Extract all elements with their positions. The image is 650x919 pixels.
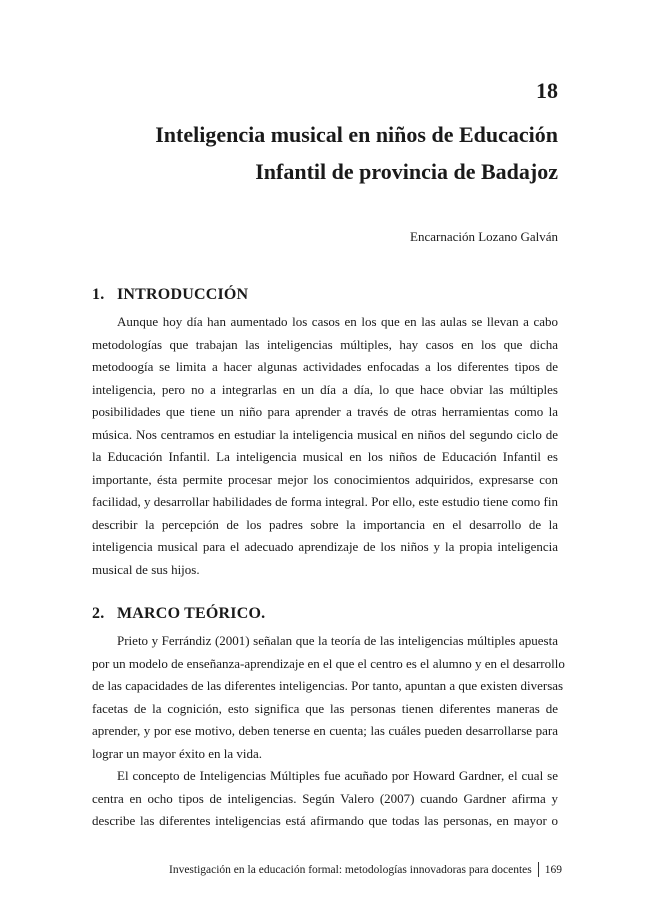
paragraph-line: describe las diferentes inteligencias está afirmando que todas las personas, en mayor o [92,813,558,828]
paragraph-line: Prieto y Ferrándiz (2001) señalan que la teoría de las inteligencias múltiples apuesta [117,633,558,648]
paragraph-line: importante, ésta permite procesar mejor los conocimientos adquiridos, expresarse con [92,471,558,487]
paragraph-line: Aunque hoy día han aumentado los casos en los que en las aulas se llevan a cabo [117,314,558,329]
section-heading-marco-teorico [92,605,265,623]
paragraph-line: música. Nos centramos en estudiar la inteligencia musical en niños del segundo ciclo de [92,426,558,442]
paragraph-line: facilidad, y desarrollar habilidades de forma integral. Por ello, este estudio tiene como fin [92,494,558,509]
chapter-number: 18 [536,78,558,103]
paragraph-line: metodoogía se limita a hacer algunas actividades enfocadas a los diferentes tipos de [92,359,558,374]
paragraph-line: centra en ocho tipos de inteligencias. Según Valero (2007) cuando Gardner afirma y [92,790,558,806]
paragraph-line: El concepto de Inteligencias Múltiples fue acuñado por Howard Gardner, el cual se [117,768,558,783]
paragraph-line: de las capacidades de las diferentes inteligencias. Por tanto, apuntan a que existen diversas [92,678,564,693]
section-heading-introduccion [92,286,248,304]
footer-separator [538,862,539,877]
section-number: 1. [92,286,105,303]
page-number: 169 [544,863,562,876]
paragraph-line: lograr un mayor éxito en la vida. [92,745,263,761]
paragraph-line: describir la percepción de los padres sobre la importancia en el desarrollo de la [92,516,558,532]
section-number: 2. [92,605,105,622]
section-title: INTRODUCCIÓN [117,286,249,303]
title-line: Infantil de provincia de Badajoz [255,159,558,184]
footer-book-title: Investigación en la educación formal: metodologías innovadoras para docentes [168,863,532,876]
paragraph-line: posibilidades que tiene un niño para aprender a través de otras herramientas como la [92,404,558,419]
paragraph-line: musical de sus hijos. [92,561,200,577]
paragraph-line: aprender, y por ese motivo, deben tenerse en cuenta; las cuáles pueden desarrollarse para [92,723,558,738]
paragraph-line: facetas de la cognición, esto significa que las personas tienen diferentes maneras de [92,700,558,716]
body-paragraph [92,311,558,581]
paragraph-line: metodologías que trabajan las inteligencias múltiples, hay casos en los que dicha [92,336,558,352]
paragraph-line: por un modelo de enseñanza-aprendizaje en el que el centro es el alumno y en el desarrollo [92,655,565,671]
body-paragraph [92,765,558,833]
page-footer [169,862,562,877]
paragraph-line: inteligencia, pero no a integrarlas en un día a día, lo que hace obviar las múltiples [92,381,558,397]
body-paragraph [92,630,565,765]
page-title [98,116,558,190]
author-name: Encarnación Lozano Galván [410,229,558,244]
paragraph-line: la Educación Infantil. La inteligencia musical en los niños de Educación Infantil es [92,449,558,464]
title-line: Inteligencia musical en niños de Educación [155,122,558,147]
paragraph-line: inteligencia musical para el adecuado aprendizaje de los niños y la propia inteligencia [92,539,558,554]
section-title: MARCO TEÓRICO. [117,605,266,622]
